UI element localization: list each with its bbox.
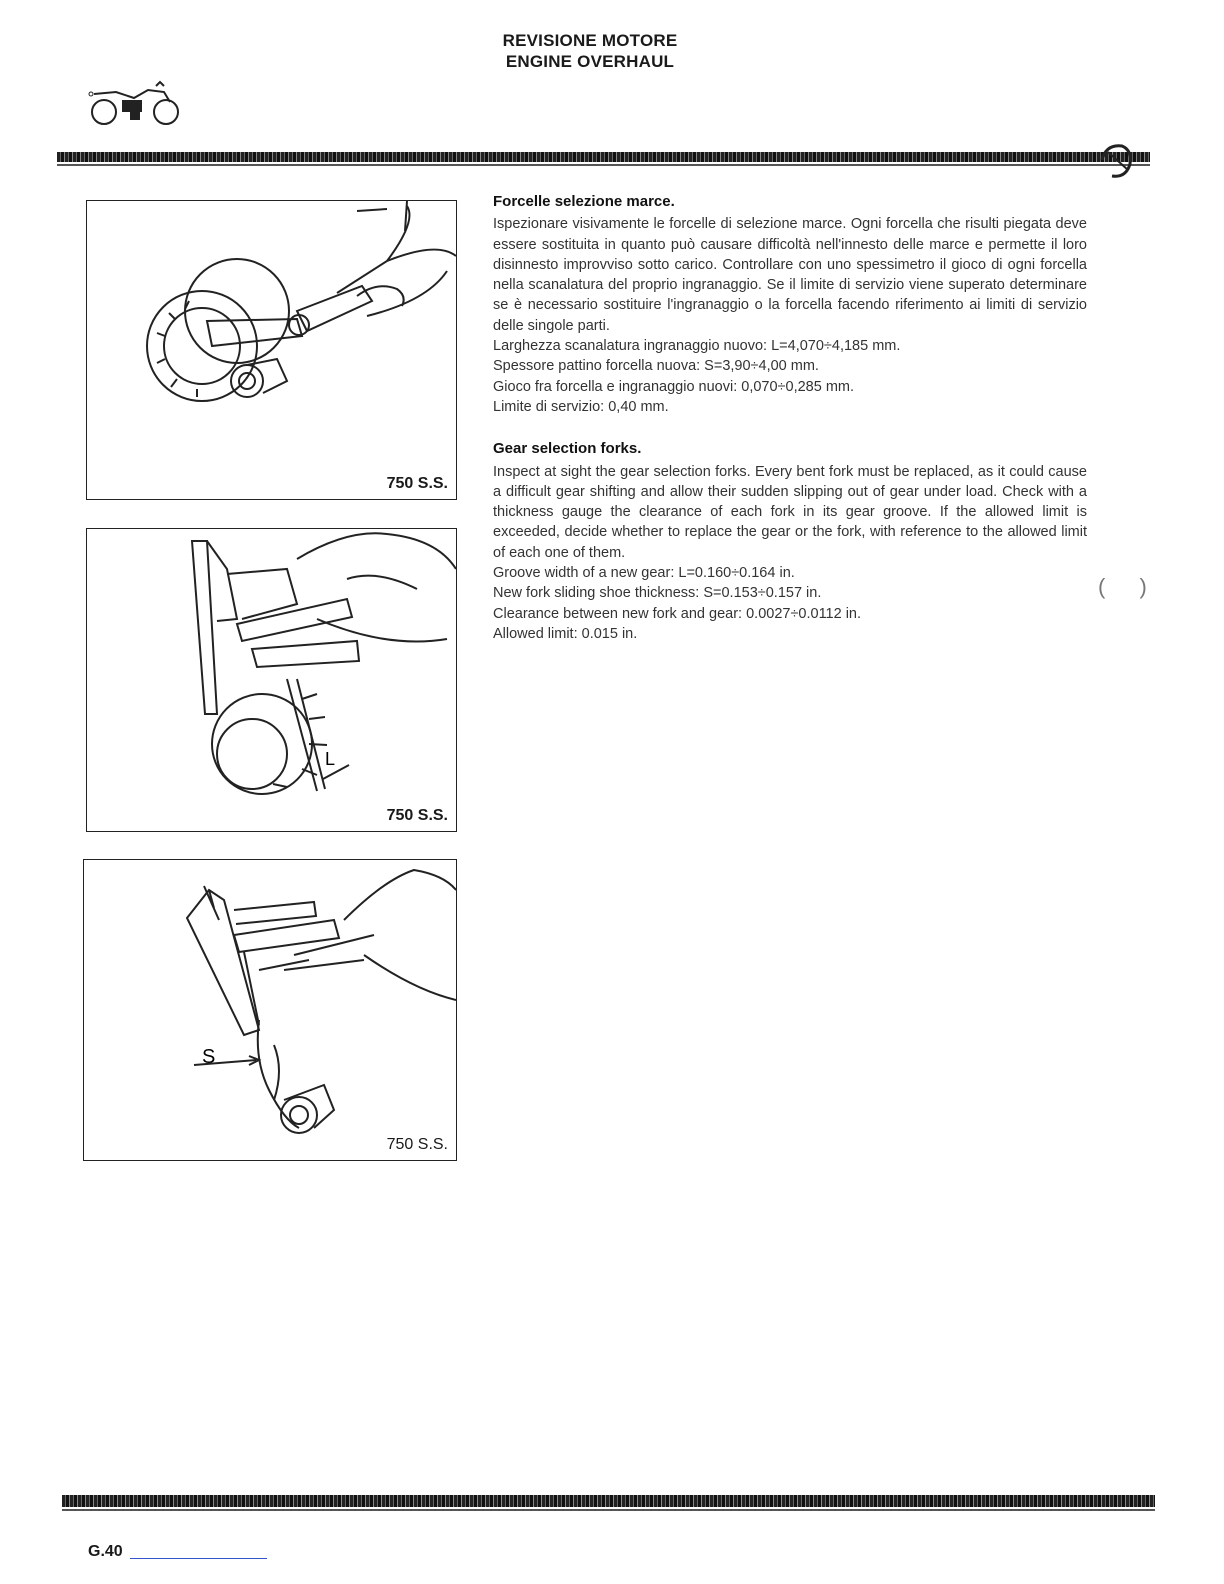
caliper-groove-width-illustration [87, 529, 456, 831]
footer-divider-thin [62, 1509, 1155, 1511]
figure-caption: 750 S.S. [386, 1136, 448, 1153]
header-divider-thin [57, 164, 1150, 166]
spec-line: Gioco fra forcella e ingranaggio nuovi: 0,070÷0,285 mm. [493, 378, 854, 395]
section-tab-icon [1098, 140, 1134, 180]
spec-line: Allowed limit: 0.015 in. [493, 625, 638, 642]
motorcycle-icon [86, 80, 186, 130]
figure-caption: 750 S.S. [386, 807, 448, 824]
header-title-italian: REVISIONE MOTORE [502, 31, 678, 50]
page-number: G.40 [88, 1543, 123, 1560]
spec-line: Clearance between new fork and gear: 0.0027÷0.0112 in. [493, 605, 862, 622]
spec-line: Spessore pattino forcella nuova: S=3,90÷4,00 mm. [493, 358, 819, 375]
section-english [493, 439, 1087, 644]
paragraph-italian: Ispezionare visivamente le forcelle di selezione marce. Ogni forcella che risulti piegata deve essere sostituita in quanto può causare difficoltà nell'innesto delle marce e permette il loro disinnesto improvviso sotto carico. Controllare con uno spessimetro il gioco di ogni forcella nella scanalatura del proprio ingranaggio. Se il limite di servizio viene superato determinare se è necessario sostituire l'ingranaggio o la forcella facendo riferimento ai limiti di servizio delle singole parti. [493, 216, 1087, 334]
margin-mark: ( ) [1098, 574, 1161, 599]
page-number-underline [130, 1558, 267, 1559]
figure-shoe-thickness [83, 859, 457, 1161]
dimension-label-s: S [202, 1046, 216, 1068]
paragraph-english: Inspect at sight the gear selection forks. Every bent fork must be replaced, as it could cause a difficult gear shifting and allow their sudden slipping out of gear under load. Check with a thickness gauge the clearance of each fork in its gear groove. If the allowed limit is exceeded, decide whether to replace the gear or the fork, with reference to the allowed limit of each one of them. [493, 463, 1087, 561]
header-title-english: ENGINE OVERHAUL [505, 52, 675, 71]
spec-line: New fork sliding shoe thickness: S=0.153÷0.157 in. [493, 585, 822, 602]
header-divider [57, 152, 1150, 162]
spec-line: Larghezza scanalatura ingranaggio nuovo: L=4,070÷4,185 mm. [493, 338, 901, 355]
text-column [493, 192, 1087, 644]
gear-fork-thickness-gauge-illustration [87, 201, 456, 499]
figure-groove-width [86, 528, 457, 832]
figure-caption: 750 S.S. [386, 475, 448, 492]
spec-line: Groove width of a new gear: L=0.160÷0.164 in. [493, 565, 795, 582]
footer-divider [62, 1495, 1155, 1507]
spec-line: Limite di servizio: 0,40 mm. [493, 398, 669, 415]
page-header-title [480, 30, 700, 72]
section-italian [493, 192, 1087, 417]
heading-italian: Forcelle selezione marce. [493, 193, 675, 210]
heading-english: Gear selection forks. [493, 440, 642, 458]
caliper-shoe-thickness-illustration [84, 860, 456, 1160]
dimension-label-l: L [325, 749, 336, 769]
figure-fork-clearance [86, 200, 457, 500]
